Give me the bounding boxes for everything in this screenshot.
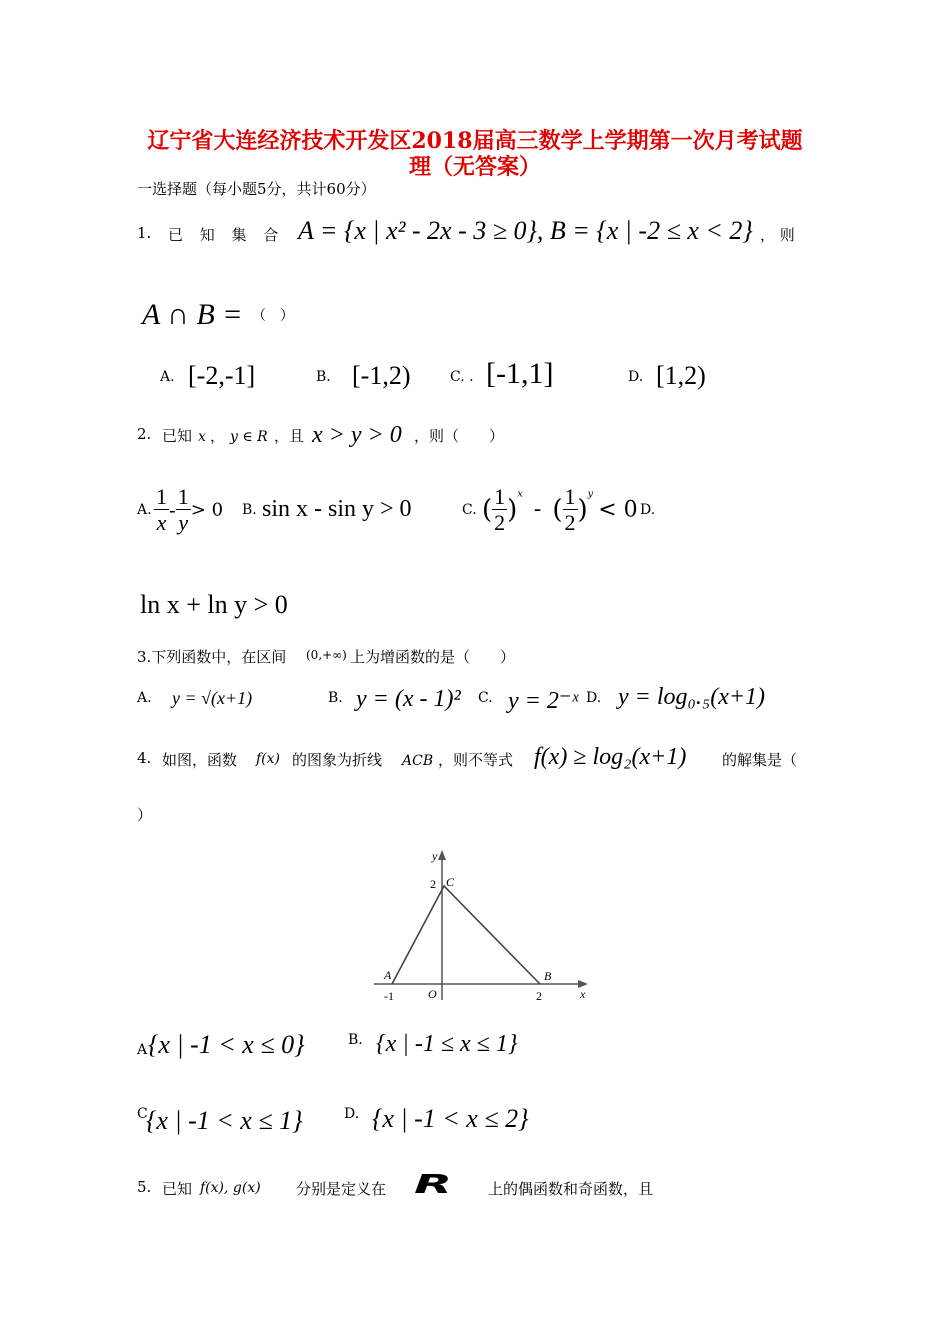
q1-paren: （ ） [252,308,294,324]
q2-condition: x > y > 0 [312,422,402,448]
q4-acb: ACB [402,753,434,769]
section-heading: 一选择题（每小题5分，共计60分） [137,180,376,198]
page-title: 辽宁省大连经济技术开发区2018届高三数学上学期第一次月考试题 [147,128,803,154]
q3-option-d-label[interactable]: D. [586,690,602,706]
q3-option-d-value: y = log₀.₅(x+1) [618,684,766,710]
q1-option-b-value: [-1,2) [352,361,411,390]
q2-c-den2: 2 [564,510,576,536]
q2-option-d-value: ln x + ln y > 0 [140,590,288,619]
polyline-acb [392,886,540,984]
q4-text-d: 的解集是（ [722,751,798,769]
q4-option-b-value: {x | -1 ≤ x ≤ 1} [376,1031,518,1057]
q3-text-a: 3.下列函数中，在区间 [137,648,287,666]
q2-a-den2: y [178,510,189,536]
q2-a-num2: 1 [177,484,189,509]
q4-text-c: ，则不等式 [438,751,514,769]
q1-number: 1. [137,224,152,242]
y-axis-arrow [438,850,446,860]
q2-c-tail: < 0 [598,497,638,523]
q4-option-c-value: {x | -1 < x ≤ 1} [146,1106,303,1135]
graph-tick-2y: 2 [430,877,436,891]
q3-option-c-label[interactable]: C. [478,690,493,706]
q3-interval: (0,+∞) [306,648,347,662]
q2-c-exp-y: y [587,488,594,500]
q1-intersection: A ∩ B = [142,298,243,331]
graph-tick-2x: 2 [536,989,542,1003]
q2-var-yR: y ∈ R [230,429,268,445]
q2-sep: ， [210,427,226,445]
q3-text-b: 上为增函数的是（ ） [350,648,516,666]
q4-close-paren: ） [137,806,153,824]
q2-option-d-label[interactable]: D. [640,502,656,518]
q2-c-minus: - [533,497,542,523]
q5-text-b: 上的偶函数和奇函数，且 [488,1180,654,1198]
q2-option-c-label[interactable]: C. [462,502,477,518]
q1-option-d-label[interactable]: D. [628,369,644,385]
graph-label-c: C [446,875,455,889]
q1-option-d-value: [1,2) [656,361,706,390]
q2-c-num2: 1 [564,484,576,509]
q3-option-b-label[interactable]: B. [328,690,343,706]
q2-option-b-label[interactable]: B. [242,502,257,518]
q2-then: ，则（ ） [414,427,505,445]
q2-option-a-value [154,484,223,536]
q1-formula: A = {x | x² - 2x - 3 ≥ 0}, B = {x | -2 ≤ x < 2} [298,216,753,245]
q4-inequality: f(x) ≥ log₂(x+1) [534,744,687,770]
q2-option-a-label[interactable]: A. [137,502,152,518]
q1-option-a-label[interactable]: A. [160,369,175,385]
q4-option-a-value: {x | -1 < x ≤ 0} [148,1030,305,1059]
q2-c-frac1 [492,484,507,536]
q2-option-b-value: sin x - sin y > 0 [262,496,412,522]
q2-a-num1: 1 [156,484,167,509]
q2-number: 2. [137,425,152,443]
q4-fx: f(x) [256,751,281,767]
q1-option-c-label[interactable]: C. . [450,369,474,385]
q1-then: ， 则 [760,226,795,244]
q1-option-b-label[interactable]: B. [316,369,331,385]
q2-var-x: x [198,429,206,445]
q4-text-a: 如图，函数 [162,751,238,769]
q5-real-set-R: R [414,1170,453,1200]
q5-intro: 已知 [162,1180,193,1198]
q1-intro: 已 知 集 合 [168,226,285,244]
q2-a-minus: - [169,497,176,522]
q3-option-c-value: y = 2⁻ˣ [508,688,579,714]
q5-number: 5. [137,1178,152,1196]
q4-option-c-label[interactable]: C [137,1106,148,1122]
q2-c-exp-x: x [517,488,523,500]
graph-label-x: x [580,987,586,1001]
page-title-line2: 理（无答案） [408,154,541,180]
q5-text-a: 分别是定义在 [296,1180,387,1198]
q4-graph [368,846,596,1006]
q2-a-tail: > 0 [190,499,224,521]
q2-and: ，且 [274,427,305,445]
q2-option-a-frac2 [176,484,191,536]
q4-text-b: 的图象为折线 [292,751,383,769]
q2-c-den1: 2 [494,510,506,536]
q4-option-a-label[interactable]: A [137,1042,148,1058]
q4-number: 4. [137,749,152,767]
q2-option-c-value: ( $\frac{1}{2}$ )$^x$ - ( $\frac{1}{2}$ )$^y$ < 0 [482,484,638,536]
q1-option-c-value: [-1,1] [486,357,554,390]
graph-label-a: A [384,968,392,982]
q3-option-a-value: y = √(x+1) [172,688,253,708]
q2-c-frac2 [563,484,578,536]
q5-fg: f(x), g(x) [200,1180,261,1196]
q4-option-d-value: {x | -1 < x ≤ 2} [372,1104,529,1133]
graph-tick-m1: -1 [384,989,394,1003]
q4-option-d-label[interactable]: D. [344,1106,360,1122]
q2-intro: 已知 [162,427,193,445]
q3-option-a-label[interactable]: A. [137,690,152,706]
graph-label-y: y [432,849,438,863]
q4-option-b-label[interactable]: B. [348,1032,363,1048]
q2-a-den1: x [156,510,167,536]
graph-label-o: O [428,987,437,1001]
graph-label-b: B [544,969,552,983]
q1-option-a-value: [-2,-1] [188,361,256,390]
q2-c-num1: 1 [494,484,506,509]
q3-option-b-value: y = (x - 1)² [356,686,461,712]
q2-option-a-frac1 [154,484,169,536]
